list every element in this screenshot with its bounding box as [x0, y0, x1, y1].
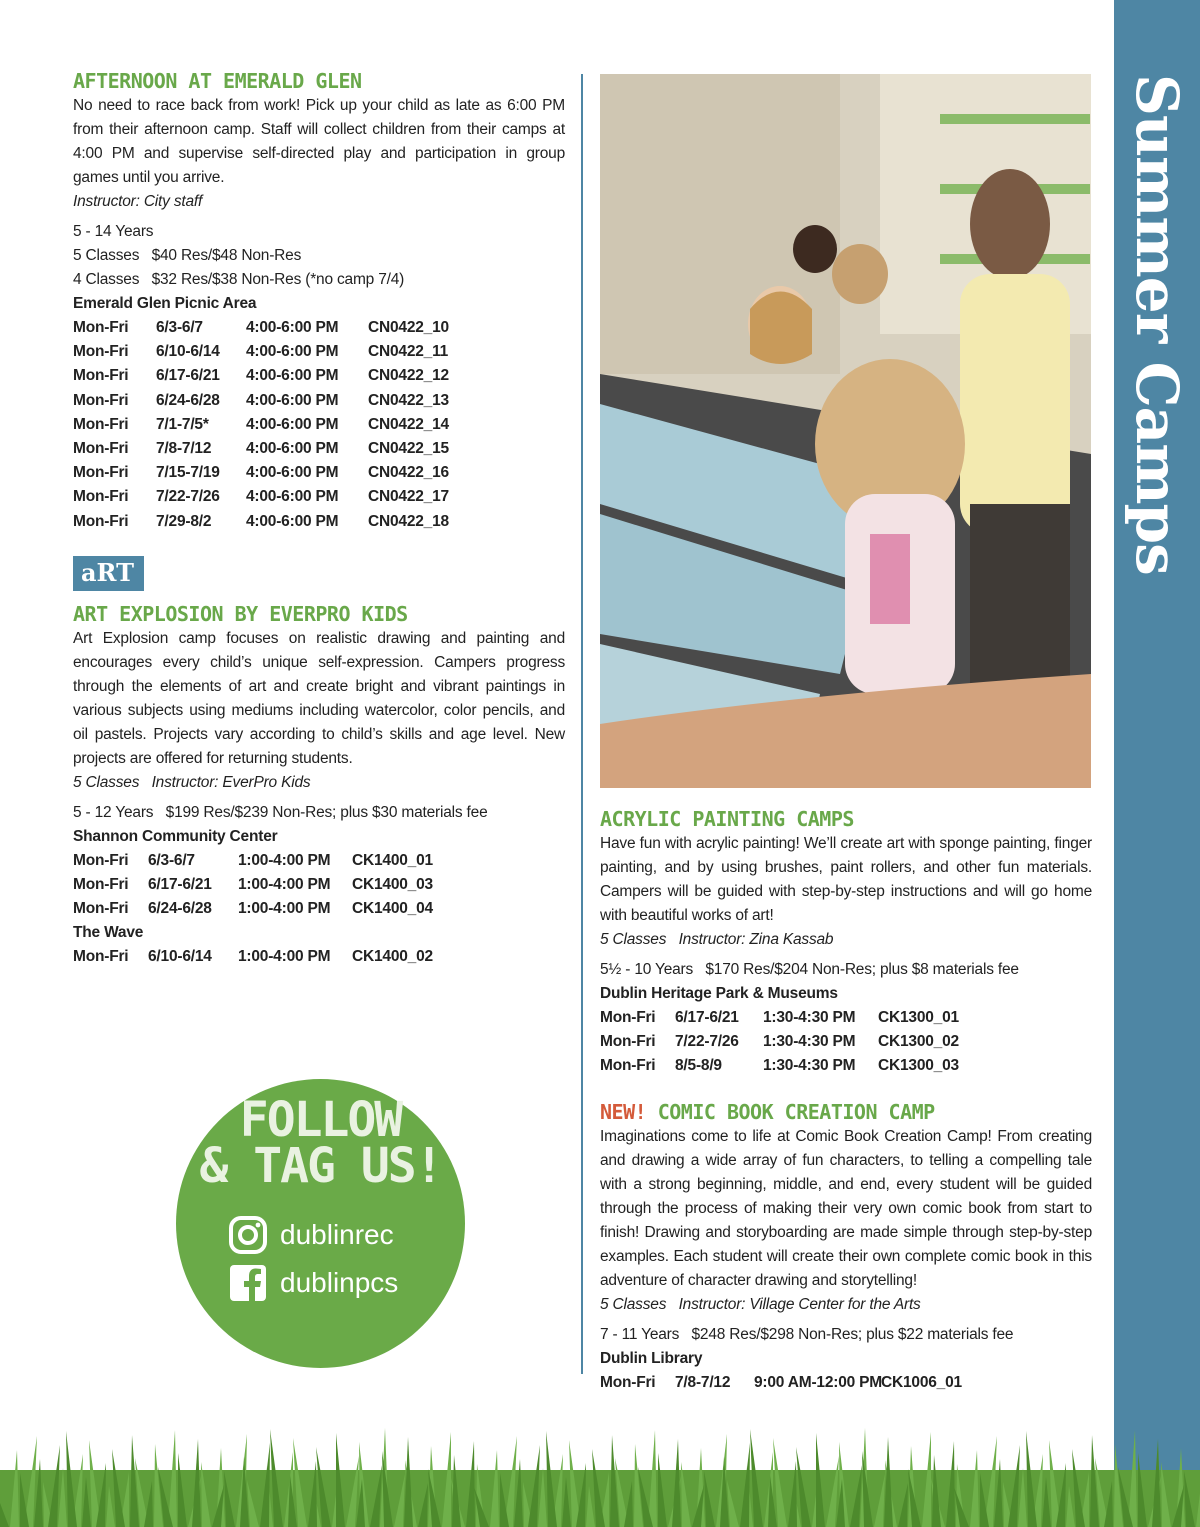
follow-line-2: & TAG US! — [199, 1138, 442, 1194]
session-days: Mon-Fri — [73, 343, 129, 361]
comic-instructor: 5 Classes Instructor: Village Center for the Arts — [600, 1295, 921, 1313]
acrylic-description: Have fun with acrylic painting! We’ll create art with sponge painting, finger painting, and by using brushes, paint rollers, and other fun materials. Campers will be guided with step-by-step instructions and will go home with beautiful works of art! — [600, 835, 1092, 924]
kids-painting-photo — [600, 74, 1091, 788]
session-code: CN0422_10 — [368, 319, 449, 336]
follow-line-1: FOLLOW — [239, 1092, 402, 1148]
art-category-badge: aRT — [73, 556, 144, 591]
instagram-icon — [228, 1215, 268, 1255]
facebook-handle-text: dublinpcs — [280, 1267, 399, 1298]
session-time: 1:00-4:00 PM — [238, 900, 331, 918]
session-row — [73, 461, 565, 485]
session-days: Mon-Fri — [73, 512, 129, 530]
photo-illustration — [600, 74, 1091, 788]
acrylic-instructor: 5 Classes Instructor: Zina Kassab — [600, 931, 834, 948]
session-time: 1:00-4:00 PM — [238, 948, 331, 966]
afternoon-price-4: 4 Classes $32 Res/$38 Non-Res (*no camp 7/4) — [73, 271, 405, 288]
acrylic-info: 5½ - 10 Years $170 Res/$204 Non-Res; plus $8 materials fee — [600, 961, 1019, 978]
session-dates: 6/24-6/28 — [148, 900, 212, 918]
session-days: Mon-Fri — [73, 415, 129, 433]
session-code: CK1006_01 — [881, 1373, 962, 1391]
session-code: CN0422_16 — [368, 464, 449, 482]
comic-location: Dublin Library — [600, 1349, 703, 1367]
art-explosion-info: 5 - 12 Years $199 Res/$239 Non-Res; plus $30 materials fee — [73, 803, 488, 821]
grass-decoration — [0, 1410, 1200, 1527]
session-days: Mon-Fri — [73, 876, 129, 894]
art-explosion-sessions-1 — [73, 849, 565, 922]
session-dates: 6/17-6/21 — [156, 367, 220, 385]
session-code: CN0422_17 — [368, 488, 449, 506]
art-explosion-description: Art Explosion camp focuses on realistic drawing and painting and encourages every child’s unique self-expression. Campers progress through the elements of art and create bright and vibrant paintings in various subjects using mediums including watercolor, color pencils, and oil pastels. Projects vary according to child’s skills and age level. New projects are offered for returning students. — [73, 629, 565, 767]
comic-section — [600, 1099, 1092, 1395]
art-explosion-location-2: The Wave — [73, 924, 144, 942]
comic-title-text: COMIC BOOK CREATION CAMP — [657, 1099, 935, 1124]
session-time: 1:30-4:30 PM — [763, 1057, 856, 1075]
facebook-icon — [228, 1263, 268, 1303]
session-row — [73, 945, 565, 969]
afternoon-sessions — [73, 316, 565, 534]
session-days: Mon-Fri — [600, 1033, 656, 1051]
art-explosion-sessions-2 — [73, 945, 565, 969]
right-column — [600, 806, 1092, 1395]
session-dates: 6/10-6/14 — [148, 948, 212, 966]
session-time: 4:00-6:00 PM — [246, 367, 339, 385]
session-row — [73, 897, 565, 921]
session-row — [73, 316, 565, 340]
session-dates: 7/15-7/19 — [156, 464, 220, 482]
session-code: CN0422_18 — [368, 512, 449, 530]
session-time: 4:00-6:00 PM — [246, 488, 339, 506]
instagram-handle-text: dublinrec — [280, 1219, 394, 1250]
session-code: CK1400_04 — [352, 900, 433, 918]
session-dates: 7/29-8/2 — [156, 512, 212, 530]
session-code: CK1400_03 — [352, 876, 433, 894]
session-dates: 6/17-6/21 — [675, 1009, 739, 1026]
session-dates: 6/17-6/21 — [148, 876, 212, 894]
session-days: Mon-Fri — [600, 1057, 656, 1075]
acrylic-sessions — [600, 1006, 1092, 1079]
session-row — [73, 340, 565, 364]
session-dates: 7/8-7/12 — [156, 440, 212, 458]
session-code: CK1300_03 — [878, 1057, 959, 1075]
comic-info: 7 - 11 Years $248 Res/$298 Non-Res; plus $22 materials fee — [600, 1325, 1014, 1343]
left-column — [73, 68, 565, 970]
column-divider — [581, 74, 583, 1374]
session-row — [600, 1371, 1092, 1395]
session-time: 1:30-4:30 PM — [763, 1033, 856, 1051]
session-dates: 8/5-8/9 — [675, 1057, 722, 1075]
afternoon-description: No need to race back from work! Pick up your child as late as 6:00 PM from their afternoon camp. Staff will collect children from their camps at 4:00 PM and supervise self-directed play and participation in group games until you arrive. — [73, 97, 565, 186]
session-dates: 7/1-7/5* — [156, 415, 209, 433]
session-days: Mon-Fri — [73, 948, 129, 966]
session-row — [73, 437, 565, 461]
session-code: CN0422_13 — [368, 391, 449, 409]
session-row — [73, 849, 565, 873]
session-row — [600, 1054, 1092, 1078]
session-code: CK1300_02 — [878, 1033, 959, 1051]
afternoon-title: AFTERNOON AT EMERALD GLEN — [73, 69, 362, 93]
session-time: 1:00-4:00 PM — [238, 851, 331, 869]
afternoon-location: Emerald Glen Picnic Area — [73, 295, 257, 312]
comic-title — [600, 1099, 1092, 1125]
session-days: Mon-Fri — [600, 1009, 656, 1026]
session-code: CN0422_12 — [368, 367, 449, 385]
session-days: Mon-Fri — [73, 391, 129, 409]
acrylic-section — [600, 806, 1092, 1079]
session-row — [73, 873, 565, 897]
session-time: 4:00-6:00 PM — [246, 415, 339, 433]
afternoon-ages: 5 - 14 Years — [73, 223, 154, 240]
session-time: 4:00-6:00 PM — [246, 512, 339, 530]
session-days: Mon-Fri — [73, 900, 129, 918]
instagram-handle[interactable] — [228, 1213, 394, 1257]
session-time: 1:00-4:00 PM — [238, 876, 331, 894]
session-time: 9:00 AM-12:00 PM — [754, 1373, 883, 1391]
session-code: CN0422_14 — [368, 415, 449, 433]
session-dates: 7/22-7/26 — [156, 488, 220, 506]
session-days: Mon-Fri — [600, 1373, 656, 1391]
session-dates: 7/8-7/12 — [675, 1373, 731, 1391]
facebook-handle[interactable] — [228, 1261, 398, 1305]
session-dates: 6/10-6/14 — [156, 343, 220, 361]
session-time: 4:00-6:00 PM — [246, 464, 339, 482]
sidebar-title-text: Summer Camps — [1123, 74, 1191, 575]
acrylic-location: Dublin Heritage Park & Museums — [600, 985, 838, 1002]
new-label: NEW! — [600, 1099, 647, 1124]
session-code: CN0422_11 — [368, 343, 449, 361]
sidebar-title — [1114, 74, 1200, 774]
session-row — [73, 364, 565, 388]
session-days: Mon-Fri — [73, 464, 129, 482]
session-code: CK1400_02 — [352, 948, 433, 966]
session-days: Mon-Fri — [73, 319, 129, 336]
session-row — [73, 485, 565, 509]
session-row — [600, 1006, 1092, 1030]
session-time: 4:00-6:00 PM — [246, 343, 339, 361]
session-days: Mon-Fri — [73, 367, 129, 385]
follow-us-badge — [176, 1079, 465, 1368]
session-dates: 7/22-7/26 — [675, 1033, 739, 1051]
afternoon-instructor: Instructor: City staff — [73, 193, 203, 210]
comic-sessions — [600, 1371, 1092, 1395]
session-days: Mon-Fri — [73, 488, 129, 506]
session-dates: 6/3-6/7 — [156, 319, 203, 336]
session-row — [73, 510, 565, 534]
session-row — [600, 1030, 1092, 1054]
session-row — [73, 413, 565, 437]
art-explosion-section — [73, 601, 565, 970]
acrylic-title: ACRYLIC PAINTING CAMPS — [600, 807, 854, 831]
afternoon-price-5: 5 Classes $40 Res/$48 Non-Res — [73, 247, 302, 264]
session-dates: 6/3-6/7 — [148, 851, 195, 869]
art-explosion-location-1: Shannon Community Center — [73, 827, 278, 845]
session-time: 4:00-6:00 PM — [246, 440, 339, 458]
session-time: 1:30-4:30 PM — [763, 1009, 856, 1026]
session-code: CK1300_01 — [878, 1009, 959, 1026]
session-days: Mon-Fri — [73, 440, 129, 458]
session-time: 4:00-6:00 PM — [246, 391, 339, 409]
session-time: 4:00-6:00 PM — [246, 319, 339, 336]
session-code: CN0422_15 — [368, 440, 449, 458]
art-explosion-instructor: 5 Classes Instructor: EverPro Kids — [73, 773, 311, 791]
comic-description: Imaginations come to life at Comic Book Creation Camp! From creating and drawing a wide array of fun characters, to telling a compelling tale with a strong beginning, middle, and end, every student will be guided through the process of making their very own comic book from start to finish! Drawing and storyboarding are made simple through step-by-step examples. Each student will create their own complete comic book in this adventure of character drawing and storytelling! — [600, 1127, 1092, 1289]
session-code: CK1400_01 — [352, 851, 433, 869]
art-explosion-title: ART EXPLOSION BY EVERPRO KIDS — [73, 601, 408, 626]
session-row — [73, 389, 565, 413]
afternoon-section — [73, 68, 565, 534]
session-dates: 6/24-6/28 — [156, 391, 220, 409]
session-days: Mon-Fri — [73, 851, 129, 869]
